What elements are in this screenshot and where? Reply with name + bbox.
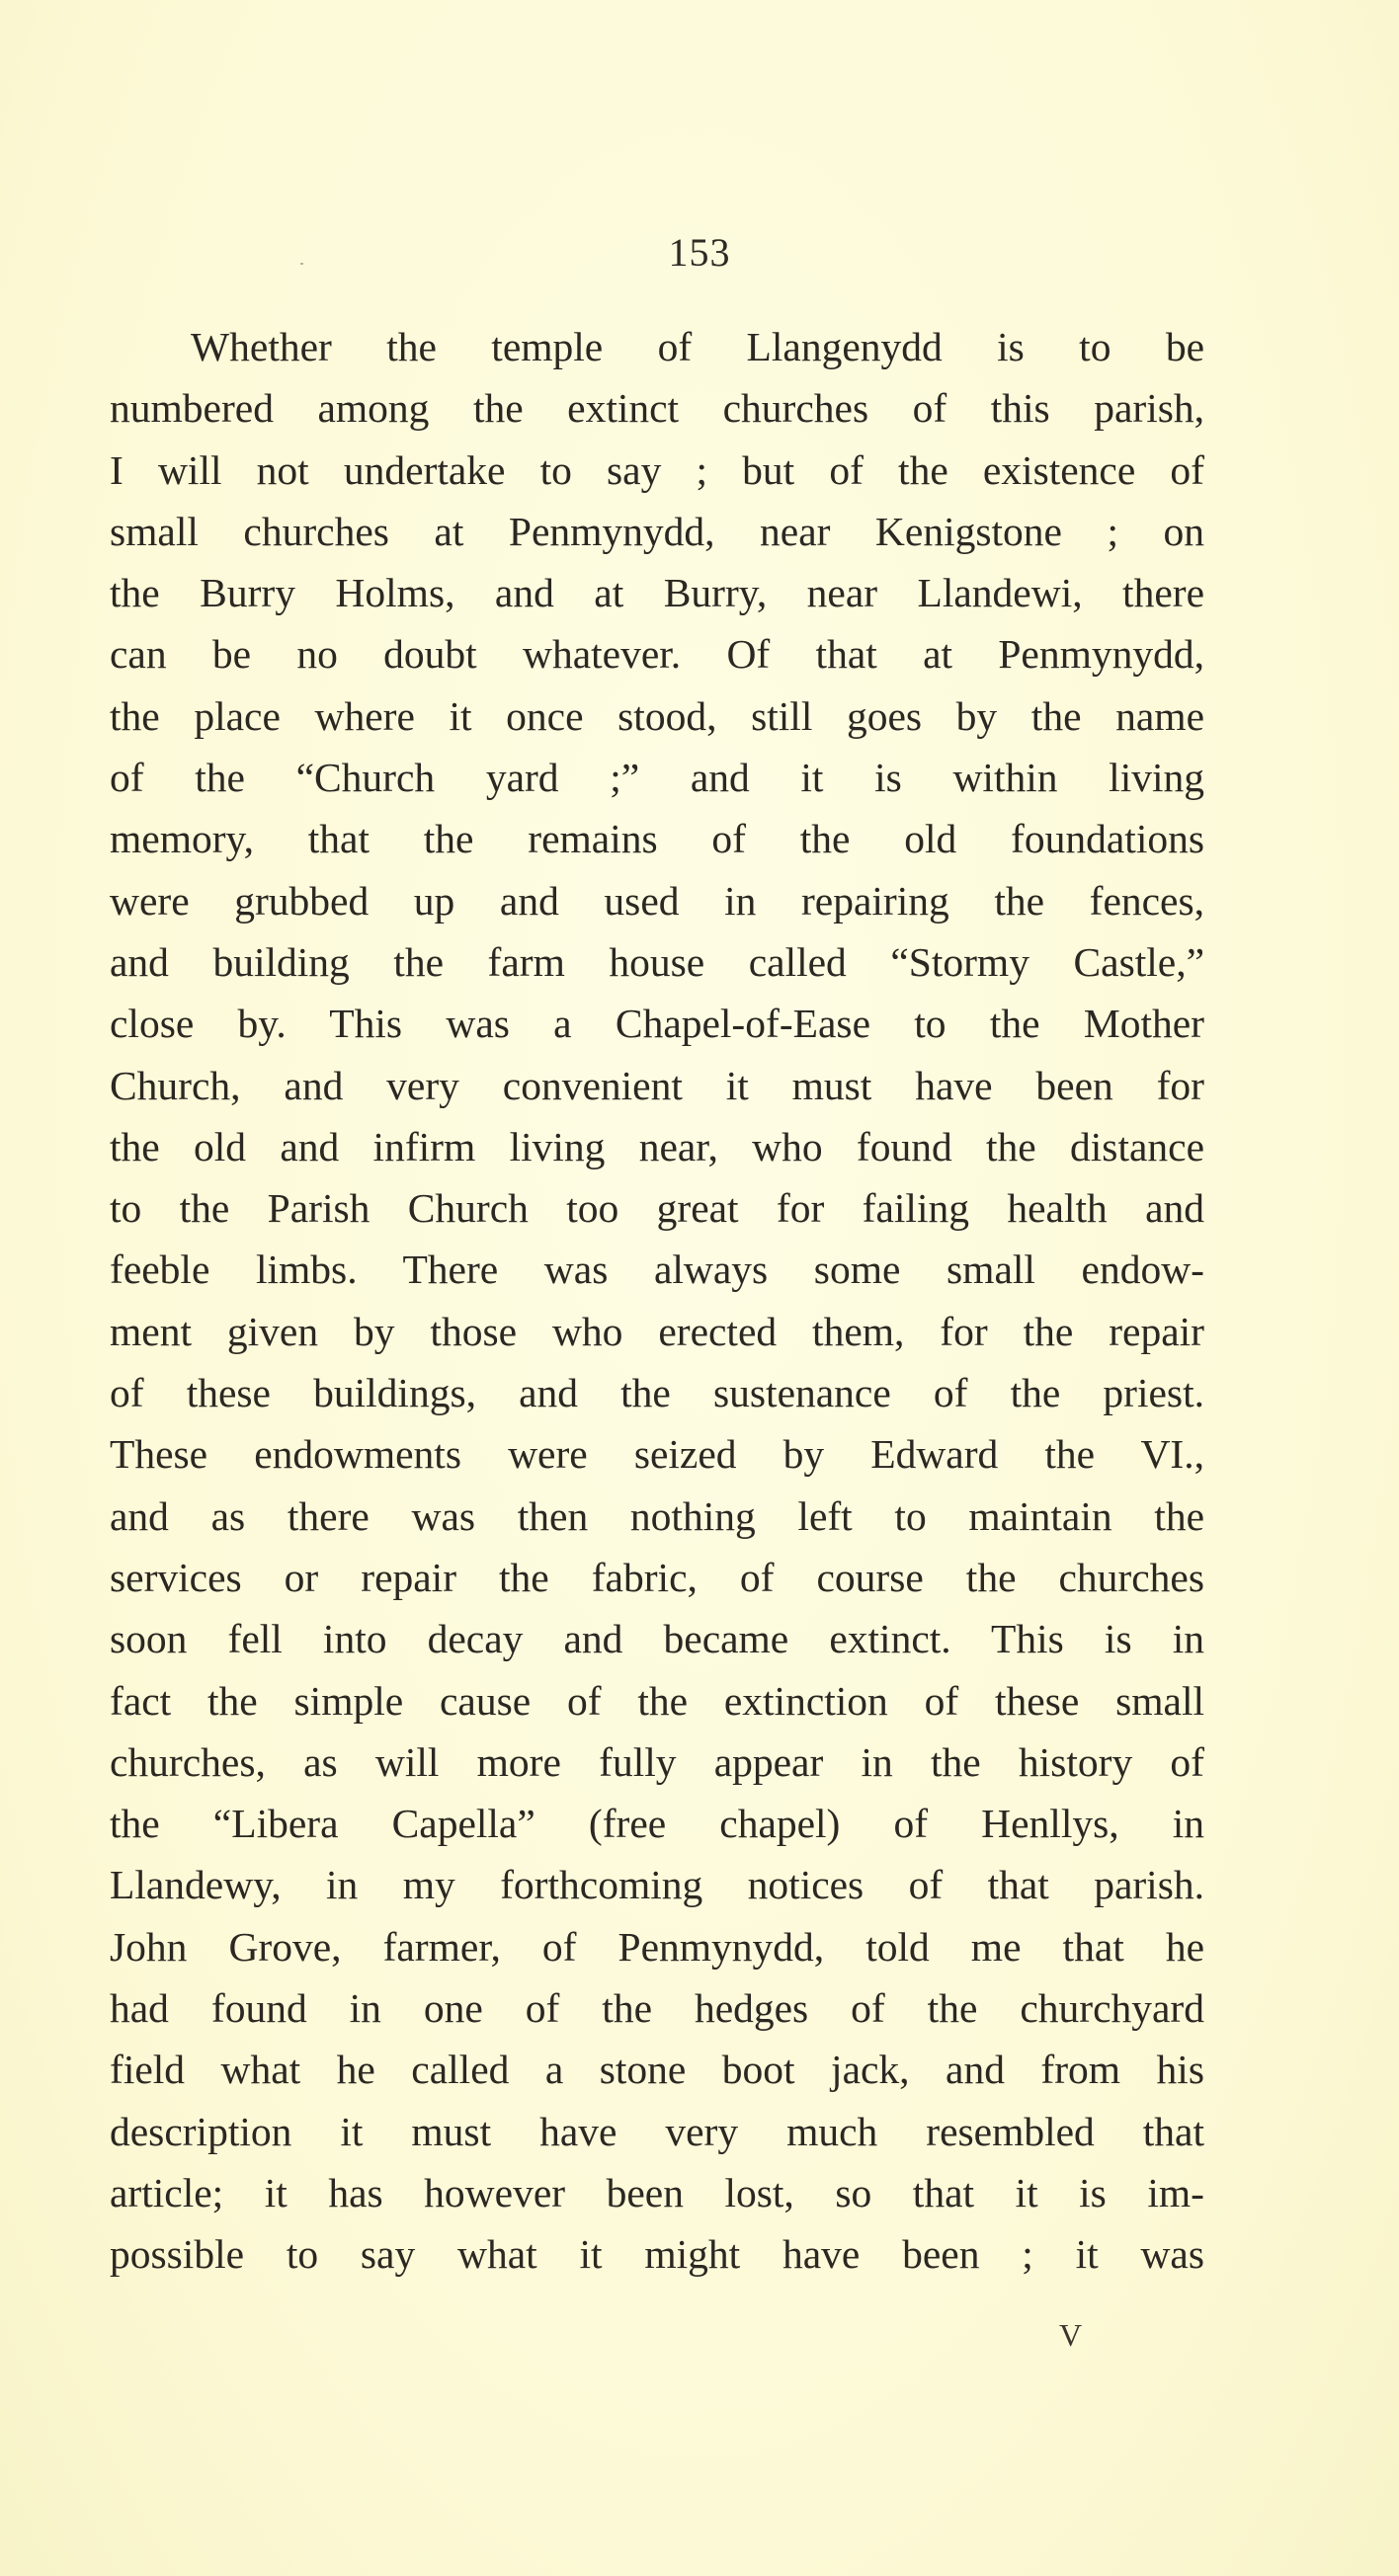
text-line: Church, and very convenient it must have been for [110,1062,1204,1108]
text-line: John Grove, farmer, of Penmynydd, told me that he [110,1923,1204,1970]
text-line: can be no doubt whatever. Of that at Penmynydd, [110,631,1204,678]
text-line: small churches at Penmynydd, near Kenigstone ; on [110,508,1204,554]
text-line: memory, that the remains of the old foundations [110,816,1204,862]
text-line: article; it has however been lost, so that it is im- [110,2169,1204,2215]
text-line: field what he called a stone boot jack, and from his [110,2047,1204,2093]
text-line: close by. This was a Chapel-of-Ease to the Mother [110,1001,1204,1047]
text-line: and building the farm house called “Stormy Castle,” [110,938,1204,985]
text-line: the place where it once stood, still goes by the name [110,692,1204,739]
text-line: feeble limbs. There was always some small endow- [110,1247,1204,1293]
text-line: and as there was then nothing left to maintain the [110,1492,1204,1539]
text-line: to the Parish Church too great for failing health and [110,1185,1204,1232]
text-line: had found in one of the hedges of the churchyard [110,1985,1204,2032]
text-line: fact the simple cause of the extinction of these small [110,1677,1204,1724]
text-line: of these buildings, and the sustenance of the priest. [110,1370,1204,1416]
text-line: Llandewy, in my forthcoming notices of that parish. [110,1862,1204,1908]
body-text [110,316,1204,2286]
text-line: were grubbed up and used in repairing the fences, [110,877,1204,924]
text-line: numbered among the extinct churches of this parish, [110,385,1204,432]
text-line: ment given by those who erected them, for the repair [110,1308,1204,1354]
text-line: the old and infirm living near, who found the distance [110,1123,1204,1169]
text-line: Whether the temple of Llangenydd is to be [191,324,1204,369]
text-line: the Burry Holms, and at Burry, near Llandewi, there [110,570,1204,616]
text-line: I will not undertake to say ; but of the existence of [110,446,1204,493]
text-line: description it must have very much resembled that [110,2108,1204,2154]
text-line: possible to say what it might have been ; it was [110,2231,1204,2278]
text-line: of the “Church yard ;” and it is within living [110,755,1204,801]
text-line: churches, as will more fully appear in the history of [110,1738,1204,1785]
signature-mark: V [1059,2317,1083,2353]
page-number: 153 [668,230,731,275]
text-line: services or repair the fabric, of course the churches [110,1554,1204,1600]
text-line: These endowments were seized by Edward the VI., [110,1431,1204,1478]
text-line: soon fell into decay and became extinct. This is in [110,1616,1204,1662]
text-line: the “Libera Capella” (free chapel) of Henllys, in [110,1801,1204,1847]
